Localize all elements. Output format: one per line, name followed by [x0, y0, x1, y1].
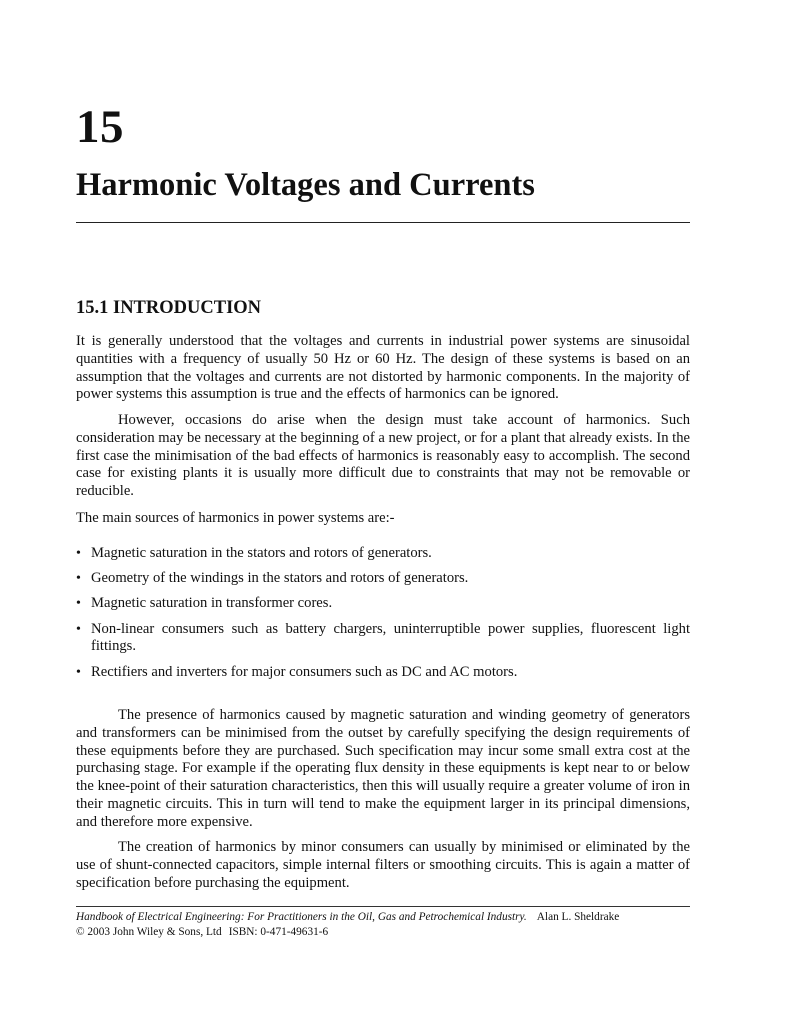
list-item-text: Geometry of the windings in the stators and rotors of generators.: [91, 570, 469, 587]
sources-lead-paragraph: The main sources of harmonics in power systems are:-: [76, 510, 395, 526]
presence-paragraph: The presence of harmonics caused by magnetic saturation and winding geometry of generators and transformers can be minimised from the outset by carefully specifying the design requirements of these equipments before they are purchased. Such specification may incur some small extra cost at the purchasing stage. For example if the operating flux density in these equipments is kept near to or below the knee-point of their saturation characteristics, then this will usually require a greater volume of iron in their magnetic circuits. This in turn will tend to make the equipment larger in its principal dimensions, and therefore more expensive.: [76, 707, 690, 830]
occasions-paragraph: However, occasions do arise when the design must take account of harmonics. Such consideration may be necessary at the beginning of a new project, or for a plant that already exists. In the first case the minimisation of the bad effects of harmonics is reasonably easy to accomplish. The second case for existing plants it is usually more difficult due to constraints that may not be removable or reducible.: [76, 412, 690, 500]
occasions-paragraph-block: [76, 412, 690, 501]
footer-isbn: ISBN: 0-471-49631-6: [228, 926, 329, 938]
intro-paragraph-block: [76, 333, 690, 404]
list-item: [76, 570, 690, 588]
title-divider: [76, 222, 690, 223]
bullet-icon: •: [76, 571, 81, 587]
footer-divider: [76, 906, 690, 907]
sources-lead-block: [76, 510, 690, 528]
footer-line-2: [76, 925, 690, 940]
list-item: [76, 621, 690, 657]
page-footer: [76, 910, 690, 940]
intro-paragraph: It is generally understood that the voltages and currents in industrial power systems are sinusoidal quantities with a frequency of usually 50 Hz or 60 Hz. The design of these systems is based on an assumption that the voltages and currents are not distorted by harmonic components. In the majority of power systems this assumption is true and the effects of harmonics can be ignored.: [76, 333, 690, 403]
bullet-icon: •: [76, 546, 81, 561]
list-item-text: Magnetic saturation in the stators and rotors of generators.: [91, 545, 432, 561]
bullet-icon: •: [76, 621, 81, 637]
creation-paragraph: The creation of harmonics by minor consumers can usually by minimised or eliminated by the use of shunt-connected capacitors, simple internal filters or smoothing circuits. This is again a matter of specification before purchasing the equipment.: [76, 839, 690, 891]
bullet-icon: •: [76, 664, 81, 680]
footer-book-title: Handbook of Electrical Engineering: For Practitioners in the Oil, Gas and Petrochemical Industry.: [76, 911, 527, 923]
footer-line-1: [76, 910, 690, 925]
section-heading: 15.1 INTRODUCTION: [76, 298, 262, 318]
chapter-title: Harmonic Voltages and Currents: [76, 167, 535, 203]
footer-copyright: © 2003 John Wiley & Sons, Ltd: [76, 926, 222, 938]
list-item: [76, 545, 690, 563]
list-item-text: Magnetic saturation in transformer cores.: [91, 595, 333, 612]
list-item: [76, 595, 690, 613]
chapter-number: 15: [76, 101, 124, 153]
list-item-text: Rectifiers and inverters for major consumers such as DC and AC motors.: [91, 663, 518, 680]
creation-paragraph-block: [76, 839, 690, 892]
bullet-icon: •: [76, 596, 81, 612]
list-item: [76, 664, 690, 682]
footer-author: Alan L. Sheldrake: [536, 911, 620, 923]
harmonic-sources-list: [76, 545, 690, 689]
list-item-text: Non-linear consumers such as battery chargers, uninterruptible power supplies, fluorescent light fittings.: [91, 620, 690, 655]
presence-paragraph-block: [76, 707, 690, 832]
